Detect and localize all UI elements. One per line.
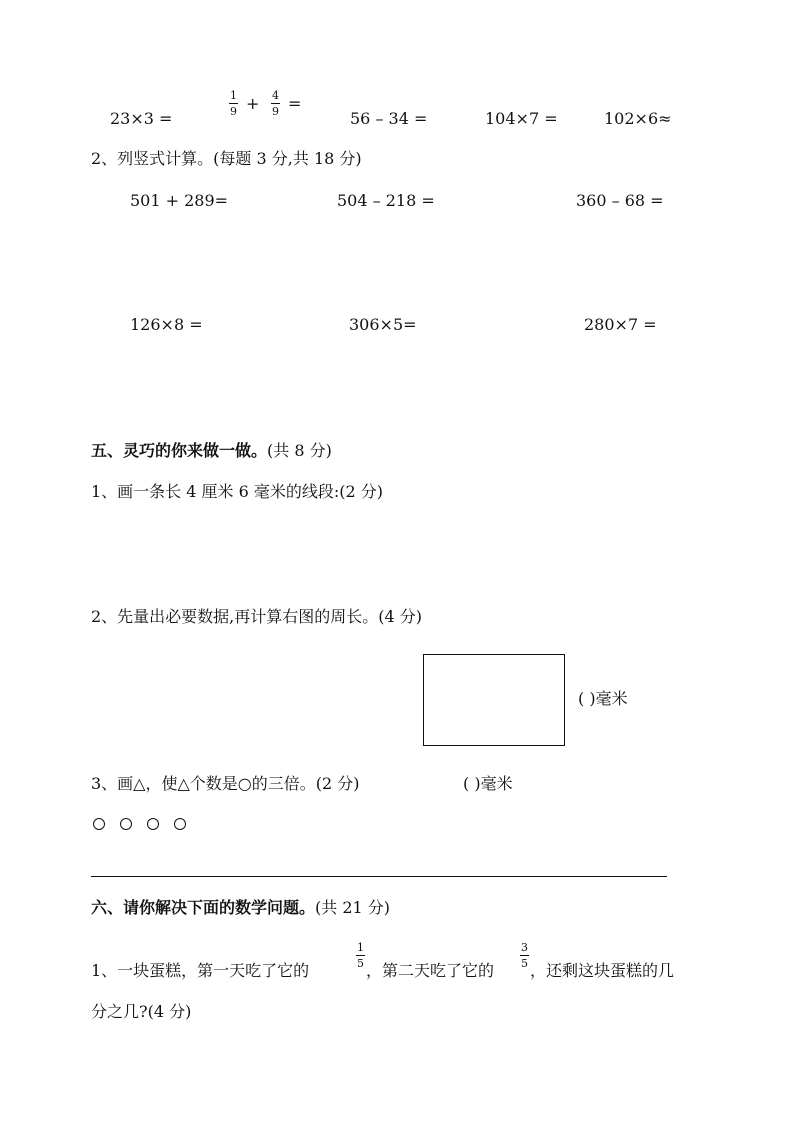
circle-shape bbox=[93, 818, 105, 830]
section5-question-3: 3、画△，使△个数是○的三倍。(2 分) bbox=[91, 774, 360, 793]
divider-line bbox=[91, 876, 667, 877]
fraction-bar bbox=[229, 103, 238, 104]
calc-23x3: 23×3 = bbox=[110, 109, 173, 128]
section6-question-1-line2: 分之几?(4 分) bbox=[91, 1002, 192, 1021]
section6-heading-text: 六、请你解决下面的数学问题。 bbox=[91, 898, 316, 917]
fraction-four-ninths bbox=[271, 90, 280, 117]
fraction-one-fifth bbox=[356, 942, 365, 969]
fraction-numerator: 1 bbox=[357, 941, 364, 954]
fraction-denominator: 5 bbox=[357, 957, 364, 970]
section6-question-1-part3: ，还剩这块蛋糕的几 bbox=[530, 961, 675, 980]
triangle-answer-blank: ( )毫米 bbox=[463, 774, 513, 793]
fraction-denominator: 5 bbox=[521, 957, 528, 970]
section5-heading bbox=[91, 443, 332, 459]
fraction-bar bbox=[356, 955, 365, 956]
section6-question-1-part2: ，第二天吃了它的 bbox=[366, 961, 495, 980]
fraction-denominator: 9 bbox=[230, 105, 237, 118]
section5-question-2: 2、先量出必要数据,再计算右图的周长。(4 分) bbox=[91, 607, 423, 626]
plus-sign: + bbox=[246, 94, 260, 113]
vertical-calc-1: 501 + 289= bbox=[130, 191, 229, 210]
section5-heading-text: 五、灵巧的你来做一做。 bbox=[91, 441, 268, 460]
circle-shape bbox=[147, 818, 159, 830]
section2-title: 2、列竖式计算。(每题 3 分,共 18 分) bbox=[91, 149, 362, 168]
calc-102x6: 102×6≈ bbox=[604, 109, 672, 128]
vertical-calc-4: 126×8 = bbox=[130, 315, 203, 334]
vertical-calc-6: 280×7 = bbox=[584, 315, 657, 334]
fraction-numerator: 4 bbox=[272, 89, 279, 102]
fraction-three-fifths bbox=[520, 942, 529, 969]
fraction-denominator: 9 bbox=[272, 105, 279, 118]
calc-56-34: 56 – 34 = bbox=[350, 109, 428, 128]
vertical-calc-5: 306×5= bbox=[349, 315, 417, 334]
section5-question-1: 1、画一条长 4 厘米 6 毫米的线段:(2 分) bbox=[91, 482, 384, 501]
circle-shape bbox=[174, 818, 186, 830]
fraction-bar bbox=[520, 955, 529, 956]
section6-heading-score: (共 21 分) bbox=[315, 898, 391, 917]
fraction-one-ninth bbox=[229, 90, 238, 117]
vertical-calc-2: 504 – 218 = bbox=[337, 191, 435, 210]
perimeter-answer-blank: ( )毫米 bbox=[578, 689, 628, 708]
circle-row bbox=[93, 818, 186, 830]
section6-question-1-part1: 1、一块蛋糕，第一天吃了它的 bbox=[91, 961, 310, 980]
section5-heading-score: (共 8 分) bbox=[267, 441, 332, 460]
equals-sign: = bbox=[288, 94, 302, 113]
vertical-calc-3: 360 – 68 = bbox=[576, 191, 664, 210]
section6-heading bbox=[91, 900, 390, 916]
fraction-numerator: 3 bbox=[521, 941, 528, 954]
calc-104x7: 104×7 = bbox=[485, 109, 558, 128]
rectangle-figure bbox=[423, 654, 565, 746]
fraction-bar bbox=[271, 103, 280, 104]
fraction-numerator: 1 bbox=[230, 89, 237, 102]
circle-shape bbox=[120, 818, 132, 830]
